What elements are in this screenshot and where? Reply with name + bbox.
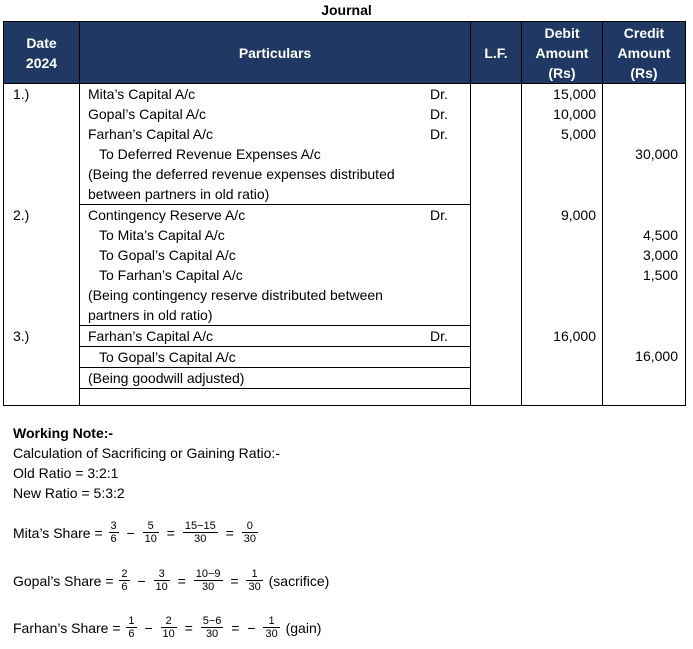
- narration-line: [80, 164, 470, 184]
- fraction-numerator: 1: [128, 615, 135, 627]
- operator: −: [126, 524, 135, 541]
- fraction: [194, 568, 223, 593]
- fraction-numerator: 0: [242, 520, 258, 533]
- fraction-numerator: 2: [161, 615, 177, 628]
- fraction: [246, 568, 262, 593]
- debit-header-line1: Debit: [544, 24, 580, 41]
- fraction: [242, 520, 258, 545]
- debit-amount: 16,000: [553, 327, 596, 344]
- credit-header-line3: (Rs): [630, 64, 658, 81]
- equals-sign: =: [231, 619, 240, 636]
- fraction: [126, 615, 136, 640]
- particular-line: [80, 205, 470, 225]
- entry-credit: [603, 326, 686, 406]
- dr-marker: Dr.: [430, 106, 448, 122]
- journal-entry-2: [4, 205, 686, 326]
- dr-marker: Dr.: [430, 126, 448, 142]
- working-note: [13, 423, 280, 503]
- equals-sign: =: [225, 524, 234, 541]
- farhan-share-calc: [13, 615, 321, 645]
- particular-text: Farhan’s Capital A/c: [80, 326, 430, 347]
- entry-date: 2.): [4, 205, 80, 326]
- fraction: [161, 615, 177, 640]
- share-suffix: (gain): [285, 619, 322, 636]
- narration-text: (Being the deferred revenue expenses distributed: [88, 166, 395, 182]
- particular-text: To Farhan’s Capital A/c: [99, 267, 243, 283]
- particular-text: To Mita’s Capital A/c: [99, 227, 225, 243]
- fraction-denominator: 30: [194, 533, 207, 545]
- narration-line: [80, 368, 470, 389]
- fraction-numerator: 5−6: [202, 615, 222, 627]
- debit-header: [522, 22, 603, 84]
- narration-text: between partners in old ratio): [88, 186, 270, 202]
- particular-line: [80, 84, 470, 104]
- date-header-line2: 2024: [25, 54, 58, 71]
- entry-debit: [522, 84, 603, 205]
- particular-line: [80, 124, 470, 144]
- mita-share-calc: [13, 520, 260, 550]
- particular-line: [80, 104, 470, 124]
- particular-text: Gopal’s Capital A/c: [88, 106, 207, 122]
- entry-debit: [522, 205, 603, 326]
- credit-amount: 1,500: [642, 266, 678, 283]
- particular-line: [80, 245, 470, 265]
- gopal-share-calc: [13, 568, 329, 598]
- fraction-numerator: 3: [110, 520, 117, 532]
- particular-line: [80, 326, 470, 347]
- fraction: [183, 520, 218, 545]
- credit-header: [603, 22, 686, 84]
- fraction: [109, 520, 119, 545]
- entry-date: 1.): [4, 84, 80, 205]
- fraction-numerator: 3: [154, 568, 170, 581]
- fraction-denominator: 30: [243, 533, 256, 545]
- table-header-row: [4, 22, 686, 84]
- minus-sign: −: [247, 619, 256, 636]
- fraction-denominator: 30: [202, 581, 215, 593]
- particular-line: [80, 265, 470, 285]
- journal-title: Journal: [321, 2, 372, 18]
- fraction: [143, 520, 159, 545]
- particular-line: [80, 144, 470, 164]
- debit-header-line3: (Rs): [548, 64, 576, 81]
- date-header-line1: Date: [26, 34, 57, 51]
- narration-line: [80, 184, 470, 204]
- working-note-line: Calculation of Sacrificing or Gaining Ratio:-: [13, 445, 280, 461]
- fraction-numerator: 5: [143, 520, 159, 533]
- journal-table: [3, 21, 686, 406]
- journal-entry-3: [4, 326, 686, 406]
- fraction-denominator: 30: [265, 628, 278, 640]
- fraction: [119, 568, 129, 593]
- credit-amount: 30,000: [635, 146, 678, 162]
- operator: −: [144, 619, 153, 636]
- share-label: Gopal’s Share =: [13, 572, 114, 589]
- entry-lf: [471, 84, 522, 205]
- old-ratio: Old Ratio = 3:2:1: [13, 465, 119, 481]
- credit-header-line2: Amount: [617, 44, 671, 61]
- debit-amount: 10,000: [553, 106, 596, 122]
- lf-header: L.F.: [471, 22, 522, 84]
- fraction: [201, 615, 224, 640]
- new-ratio: New Ratio = 5:3:2: [13, 485, 125, 501]
- fraction-denominator: 30: [205, 628, 219, 640]
- entry-lf: [471, 326, 522, 406]
- entry-date: 3.): [4, 326, 80, 406]
- credit-amount: 4,500: [642, 226, 678, 243]
- fraction-denominator: 10: [162, 628, 175, 640]
- fraction-denominator: 30: [248, 581, 261, 593]
- date-header: [4, 22, 80, 84]
- credit-amount: 3,000: [642, 246, 678, 263]
- particular-text: To Deferred Revenue Expenses A/c: [99, 146, 321, 162]
- particular-text: Farhan’s Capital A/c: [88, 126, 214, 142]
- share-label: Farhan’s Share =: [13, 619, 121, 636]
- share-label: Mita’s Share =: [13, 524, 103, 541]
- working-note-heading: Working Note:-: [13, 425, 114, 441]
- particular-text: Mita’s Capital A/c: [88, 86, 196, 102]
- journal-entry-1: [4, 84, 686, 205]
- operator: −: [137, 572, 146, 589]
- narration-line: [80, 305, 470, 325]
- fraction-denominator: 6: [121, 581, 128, 593]
- particular-text: To Gopal’s Capital A/c: [99, 247, 236, 263]
- dr-marker: [430, 144, 470, 164]
- particular-line: [80, 225, 470, 245]
- entry-credit: [603, 84, 686, 205]
- fraction-denominator: 10: [155, 581, 168, 593]
- fraction: [263, 615, 279, 640]
- fraction-numerator: 15−15: [184, 520, 216, 532]
- particular-text: To Gopal’s Capital A/c: [80, 347, 430, 368]
- dr-marker: Dr.: [430, 207, 448, 223]
- credit-header-line1: Credit: [623, 24, 665, 41]
- share-suffix: (sacrifice): [268, 572, 330, 589]
- particular-text: Contingency Reserve A/c: [88, 207, 246, 223]
- fraction-numerator: 10−9: [195, 568, 221, 580]
- entry-particulars: [80, 84, 471, 205]
- debit-header-line2: Amount: [535, 44, 589, 61]
- fraction: [154, 568, 170, 593]
- entry-particulars: [80, 326, 471, 406]
- debit-amount: 9,000: [560, 206, 596, 223]
- particular-line: [80, 347, 470, 368]
- fraction-denominator: 6: [128, 628, 135, 640]
- fraction-numerator: 1: [263, 615, 279, 628]
- fraction-denominator: 10: [144, 533, 157, 545]
- entry-lf: [471, 205, 522, 326]
- equals-sign: =: [184, 619, 193, 636]
- fraction-denominator: 6: [110, 533, 117, 545]
- narration-text: partners in old ratio): [88, 307, 213, 323]
- narration-text: (Being contingency reserve distributed between: [88, 287, 383, 303]
- dr-marker: Dr.: [430, 86, 448, 102]
- narration-text: (Being goodwill adjusted): [80, 368, 470, 389]
- entry-credit: [603, 205, 686, 326]
- credit-amount: 16,000: [635, 347, 678, 364]
- equals-sign: =: [166, 524, 175, 541]
- debit-amount: 5,000: [560, 126, 596, 142]
- equals-sign: =: [230, 572, 239, 589]
- fraction-numerator: 2: [121, 568, 128, 580]
- entry-particulars: [80, 205, 471, 326]
- narration-line: [80, 285, 470, 305]
- entry-debit: [522, 326, 603, 406]
- equals-sign: =: [177, 572, 186, 589]
- particulars-header: Particulars: [80, 22, 471, 84]
- dr-marker: Dr.: [430, 326, 470, 347]
- debit-amount: 15,000: [553, 86, 596, 102]
- fraction-numerator: 1: [246, 568, 262, 581]
